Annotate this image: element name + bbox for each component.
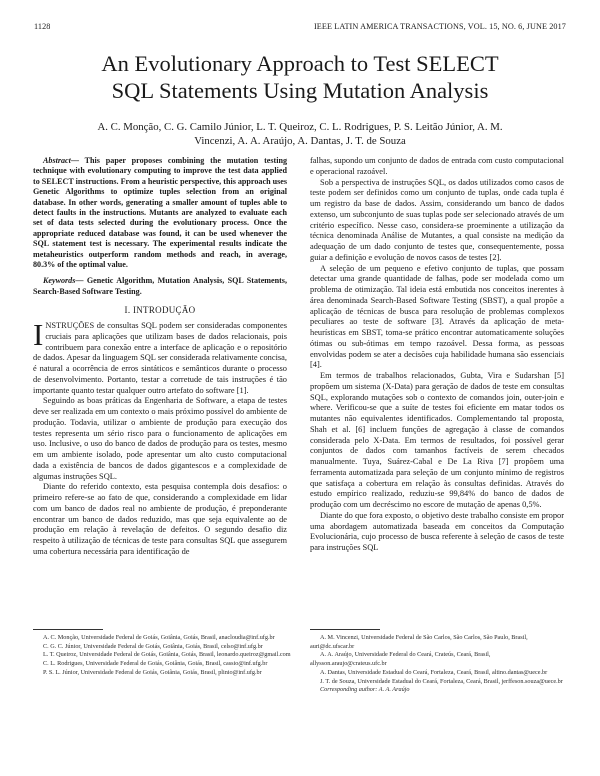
- intro-paragraph-8: Diante do que fora exposto, o objetivo deste trabalho consiste em propor uma abordagem automatizada baseada em conceitos da Computação Evolucionária, cujo processo de busca referente à seleção de casos de teste para instruções SQL: [310, 510, 564, 552]
- corresponding-author-note: Corresponding author: A. A. Araújo: [320, 686, 410, 694]
- affiliation-note: P. S. L. Júnior, Universidade Federal de Goiás, Goiânia, Goiás, Brasil, plinio@inf.ufg.br: [43, 668, 262, 676]
- journal-header: IEEE LATIN AMERICA TRANSACTIONS, VOL. 15, NO. 6, JUNE 2017: [313, 22, 566, 31]
- title-line-2: SQL Statements Using Mutation Analysis: [111, 78, 489, 103]
- intro-paragraph-3: Diante do referido contexto, esta pesquisa contempla dois desafios: o primeiro refere-se ao fato de que, considerando a complexidade em lidar com um banco de dados real no ambiente de produção, é preponderante encontrar um banco de dados reduzido, mas que seja equivalente ao de produção em relação à revelação de defeitos. O segundo desafio diz respeito à utilização de técnicas de teste para consultas SQL que assegurem uma cobertura necessária para identificação de: [33, 482, 287, 556]
- intro-paragraph-2: Seguindo as boas práticas da Engenharia de Software, a etapa de testes deve ser realizada em um contexto o mais próximo possível do ambiente de produção. Todavia, utilizar o ambiente de produção para execução dos testes representa um sério risco para o funcionamento de aplicações em uso. Inclusive, o uso do banco de dados de produção para os testes, mesmo em um ambiente isolado, pode apresentar um alto custo computacional dada a existência de bancos de dados gigantescos e a complexidade de algumas instruções SQL.: [33, 396, 287, 481]
- author-list: [60, 120, 540, 148]
- abstract-lead: Abstract: [43, 156, 71, 165]
- footnote-divider: [33, 629, 103, 630]
- affiliation-note: C. L. Rodrigues, Universidade Federal de Goiás, Goiânia, Goiás, Brasil, cassio@inf.ufg.br: [43, 660, 268, 668]
- affiliation-note: A. C. Monção, Universidade Federal de Goiás, Goiânia, Goiás, Brasil, anacloudia@inf.ufg.br: [43, 634, 275, 641]
- intro-paragraph-7: Em termos de trabalhos relacionados, Gubta, Vira e Sudarshan [5] propõem um sistema (X-Data) para geração de dados de teste em consultas SQL, explorando mutações sob o contexto de comandos join, outer-join e where. Verificou-se que a suíte de testes foi eficiente em matar todos os mutantes não equivalentes identificados. Complementando tal proposta, Shah et al. [6] incluem funções de agregação à classe de comandos considerada pelo X-Data. Em termos de resultados, foi possível gerar conjuntos de dados com tamanhos factíveis de serem checados manualmente. Tuya, Suárez-Cabal e De La Riva [7] propõem uma ferramenta automatizada para seleção de um conjunto mínimo de registros que satisfaça a cobertura em relação às consultas definidas. Através do estudo empírico realizado, reduziu-se 99,84% do banco de dados de produção com um decréscimo no escore de mutação de apenas 0,5%.: [310, 371, 564, 509]
- intro-paragraph-6: A seleção de um pequeno e efetivo conjunto de tuplas, que possam detectar uma grande quantidade de falhas, pode ser modelada como um problema de otimização. Tal ideia está embutida nos conceitos inerentes à área denominada Search-Based Software Testing (SBST), a qual propõe a aplicação de técnicas de busca para resolução de problemas complexos peculiares ao teste de software [3]. Através da aplicação de meta-heurísticas em SBST, toma-se prático encontrar automaticamente soluções ótimas ou sub-ótimas em tempo razoável. Dessa forma, as pessoas envolvidas podem se ater a decisões cuja habilidade humana são essenciais [4].: [310, 263, 564, 370]
- left-column: [33, 156, 287, 558]
- affiliation-note: A. Dantas, Universidade Estadual do Ceará, Fortaleza, Ceará, Brasil, altino.dantas@uece.br: [320, 668, 548, 676]
- footnote-divider: [310, 629, 380, 630]
- right-column: [310, 156, 564, 554]
- keywords: [33, 276, 287, 297]
- paper-title: [40, 50, 560, 104]
- affiliation-note: C. G. C. Júnior, Universidade Federal de Goiás, Goiânia, Goiás, Brasil, celso@inf.ufg.br: [43, 642, 263, 650]
- intro-paragraph-1: [33, 317, 287, 396]
- intro-paragraph-1-text: NSTRUÇÕES de consultas SQL podem ser consideradas componentes cruciais para aplicações que utilizam bases de dados relacionais, pois contribuem para conexão entre a interface de aplicação e o repositório de dados. Apesar da linguagem SQL ser considerada relativamente concisa, é natural a ocorrência de erros sintáticos e semânticos durante o processo de desenvolvimento. Portanto, testar a corretude de tais instruções é tão importante quanto testar qualquer outro artefato do software [1].: [33, 321, 287, 395]
- footnotes-right: [310, 634, 568, 695]
- abstract: [33, 156, 287, 270]
- affiliation-note: A. A. Araújo, Universidade Federal do Ceará, Crateús, Ceará, Brasil, allysson.araujo@crateus.ufc.br: [310, 651, 491, 668]
- authors-line-1: A. C. Monção, C. G. Camilo Júnior, L. T. Queiroz, C. L. Rodrigues, P. S. Leitão Júnior, A. M.: [97, 121, 503, 133]
- title-line-1: An Evolutionary Approach to Test SELECT: [101, 51, 499, 76]
- keywords-lead: Keywords: [43, 276, 76, 286]
- intro-paragraph-4: falhas, supondo um conjunto de dados de entrada com custo computacional e operacional razoável.: [310, 156, 564, 176]
- affiliation-note: L. T. Queiroz, Universidade Federal de Goiás, Goiânia, Goiás, Brasil, leonardo.queiroz@gmail.com: [43, 651, 291, 659]
- affiliation-note: A. M. Vincenzi, Universidade Federal de São Carlos, São Carlos, São Paulo, Brasil, auri@dc.ufscar.br: [310, 634, 528, 650]
- footnotes-left: [33, 634, 291, 678]
- affiliation-note: J. T. de Souza, Universidade Estadual do Ceará, Fortaleza, Ceará, Brasil, jerffeson.souza@uece.br: [320, 677, 563, 685]
- section-heading: I. INTRODUÇÃO: [124, 305, 196, 316]
- drop-cap: I: [33, 317, 44, 353]
- page-number: 1128: [34, 22, 51, 31]
- abstract-text: — This paper proposes combining the mutation testing technique with evolutionary computing to improve the test data applied to SELECT instructions. From a heuristic perspective, this approach uses Genetic Algorithms to optimize tuples selection from an original database. In other words, generating a smaller amount of tuples able to detect faults in the instructions. Mutants are analyzed to evaluate each set of data tests selected during the evolutionary process. Once the appropriate reduced database was found, it can be used whenever the SQL statement test is necessary. The experimental results indicate the metaheuristics outperform random methods and reach, in average, 80.3% of the optimal value.: [33, 156, 287, 270]
- intro-paragraph-5: Sob a perspectiva de instruções SQL, os dados utilizados como casos de teste podem ser definidos como um conjunto de tuplas, onde cada tupla é um registro da base de dados. Assim, considerando um banco de dados extenso, um subconjunto de suas tuplas pode ser selecionado através de um critério específico. Nesse caso, considera-se proeminente a utilização da técnica denominada Análise de Mutantes, a qual consiste na medição da adequação de um dado conjunto de testes que, consequentemente, possa guiar a definição e evolução de novos casos de testes [2].: [310, 177, 564, 262]
- authors-line-2: Vincenzi, A. A. Araújo, A. Dantas, J. T. de Souza: [194, 135, 406, 147]
- keywords-text: — Genetic Algorithm, Mutation Analysis, SQL Statements, Search-Based Software Testing.: [33, 276, 287, 296]
